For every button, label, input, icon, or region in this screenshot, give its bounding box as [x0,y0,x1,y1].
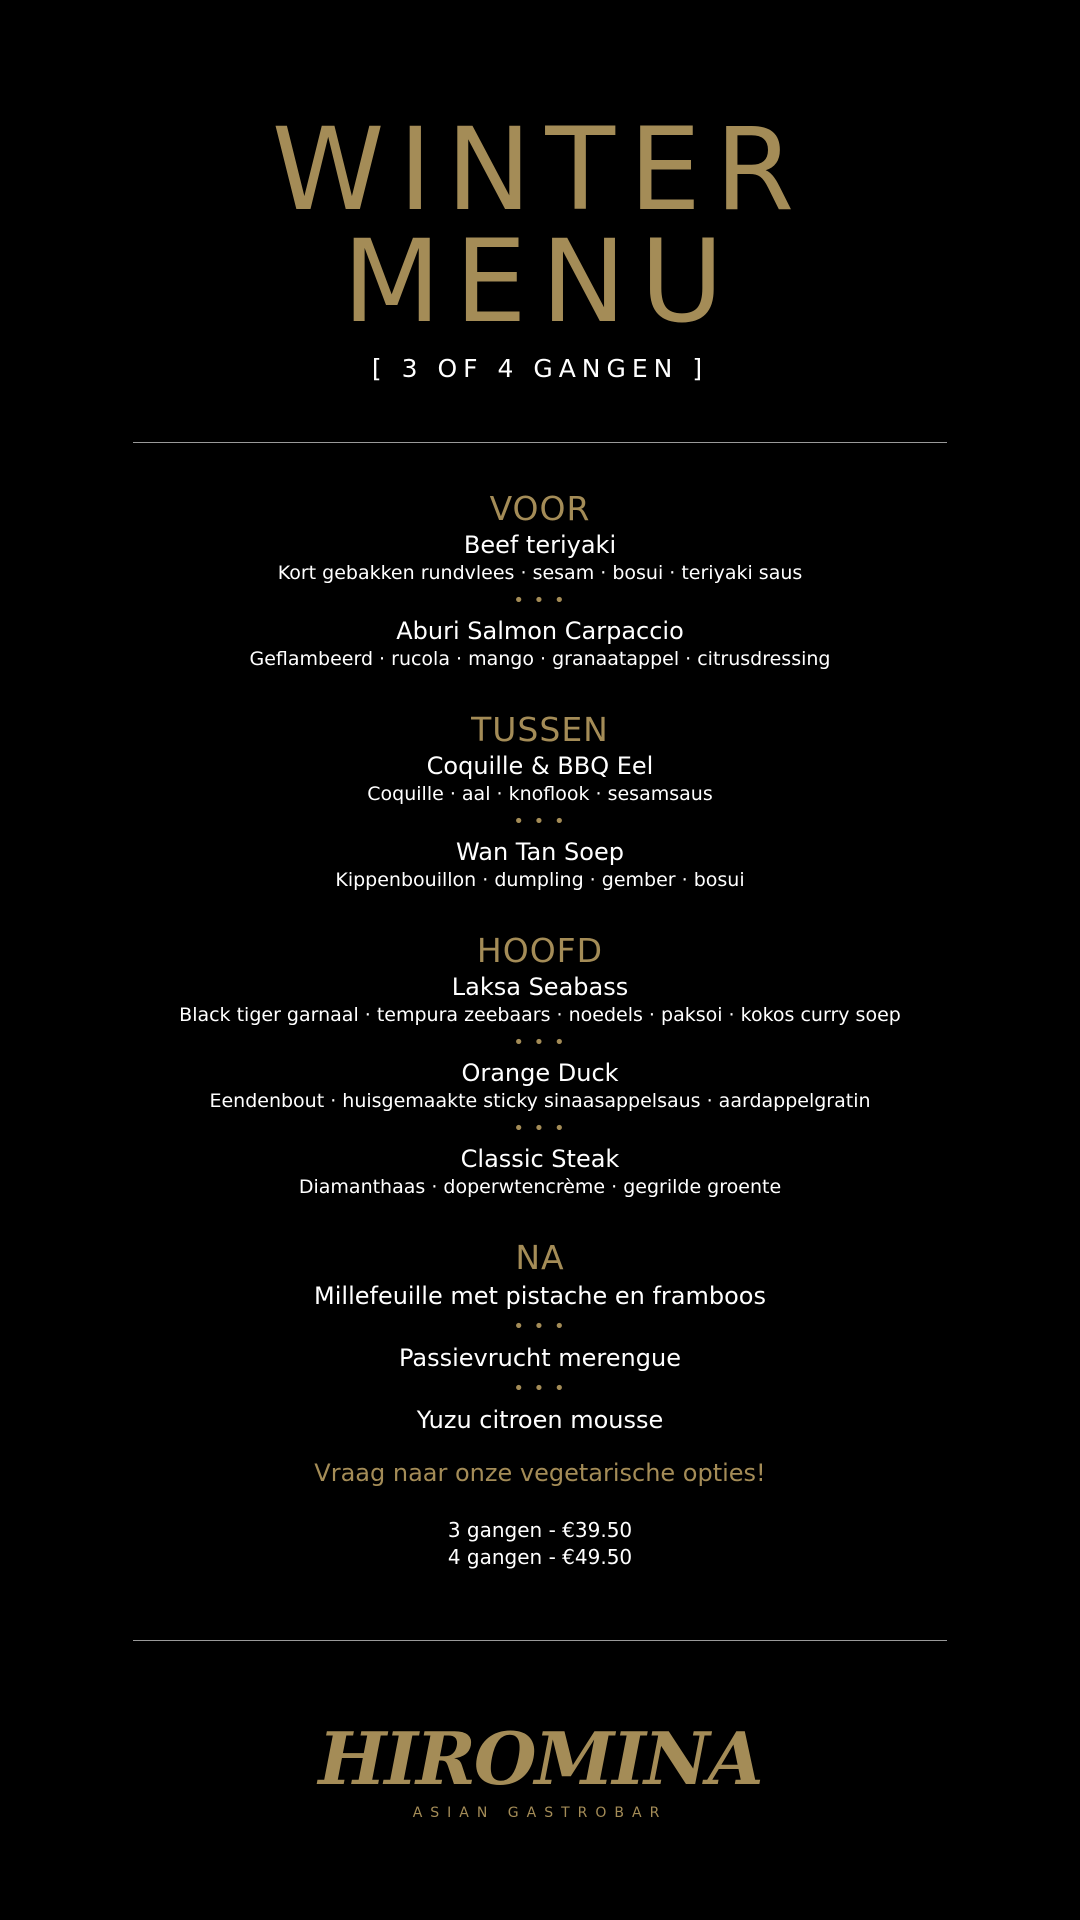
dish-description: Eendenbout · huisgemaakte sticky sinaasappelsaus · aardappelgratin [209,1090,871,1112]
section-tussen [0,709,1080,893]
logo-tagline: ASIAN GASTROBAR [412,1805,668,1821]
section-voor [0,488,1080,672]
dish-name: Classic Steak [460,1145,620,1173]
dish-name: Aburi Salmon Carpaccio [396,617,684,645]
dot-separator: • • • [513,1032,567,1053]
section-title: HOOFD [476,931,604,970]
dish-name: Wan Tan Soep [456,838,624,866]
dish-name: Coquille & BBQ Eel [426,752,654,780]
price-3-courses: 3 gangen - €39.50 [447,1518,633,1542]
dish-name: Passievrucht merengue [399,1344,681,1372]
section-title: VOOR [489,489,591,528]
subtitle: [ 3 OF 4 GANGEN ] [371,354,709,383]
dot-separator: • • • [513,1378,567,1399]
top-divider [133,442,947,443]
dish-name: Orange Duck [461,1059,619,1087]
section-title: NA [515,1238,565,1277]
dish-description: Black tiger garnaal · tempura zeebaars · noedels · paksoi · kokos curry soep [179,1004,901,1026]
menu-content [0,488,1080,1437]
dish-description: Diamanthaas · doperwtencrème · gegrilde groente [298,1176,782,1198]
price-list [0,1517,1080,1571]
section-hoofd [0,930,1080,1200]
dish-description: Geflambeerd · rucola · mango · granaatappel · citrusdressing [249,648,831,670]
dish-name: Laksa Seabass [451,973,629,1001]
dish-description: Kort gebakken rundvlees · sesam · bosui · teriyaki saus [277,562,803,584]
dot-separator: • • • [513,590,567,611]
section-title: TUSSEN [471,710,609,749]
logo-wordmark: HIROMINA [318,1716,762,1801]
title-line-1: WINTER [271,103,809,236]
bottom-divider [133,1640,947,1641]
title-line-2: MENU [342,215,738,348]
dish-name: Yuzu citroen mousse [416,1406,664,1434]
hiromina-logo [0,1716,1080,1822]
dish-name: Millefeuille met pistache en framboos [314,1282,766,1310]
dish-description: Kippenbouillon · dumpling · gember · bosui [335,869,745,891]
dot-separator: • • • [513,1316,567,1337]
dot-separator: • • • [513,1118,567,1139]
price-4-courses: 4 gangen - €49.50 [447,1545,633,1569]
vegetarian-note: Vraag naar onze vegetarische opties! [314,1459,766,1487]
section-na [0,1237,1080,1437]
dish-description: Coquille · aal · knoflook · sesamsaus [367,783,713,805]
dot-separator: • • • [513,811,567,832]
dish-name: Beef teriyaki [463,531,617,559]
